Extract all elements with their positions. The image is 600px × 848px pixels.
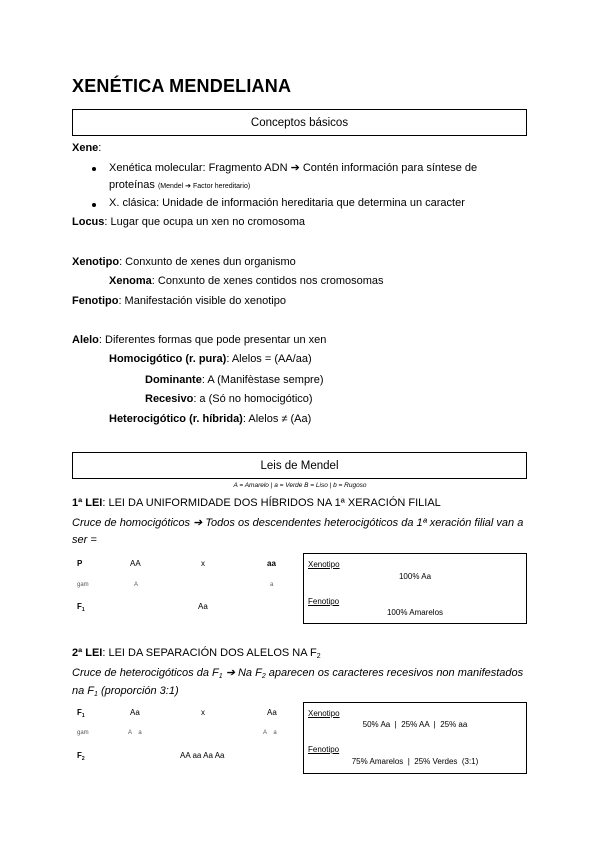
legend: A = Amarelo | a = Verde B = Liso | b = Rugoso xyxy=(233,482,367,489)
dominante-line xyxy=(145,374,324,386)
lei1-title xyxy=(72,497,441,509)
bullet-text-1a: Xenética molecular: Fragmento ADN ➔ Contén información para síntese de xyxy=(109,162,478,174)
lei2-title xyxy=(72,647,321,660)
lei2-desc-a xyxy=(72,666,523,680)
cross1-parent2: aa xyxy=(267,559,276,568)
alelo-line xyxy=(72,334,326,346)
fenotipo-text: : Manifestación visible do xenotipo xyxy=(118,295,286,307)
dominante-text: : A (Manifèstase sempre) xyxy=(201,374,324,386)
section-header-conceptos xyxy=(72,109,527,136)
locus-label: Locus xyxy=(72,216,105,228)
fenotipo-label: Fenotipo xyxy=(72,295,119,307)
lei1-desc-a: Cruce de homocigóticos ➔ Todos os descendentes heterocigóticos da 1ª xeración filial van a xyxy=(72,517,524,529)
lei2-desc-sub1: 1 xyxy=(218,673,223,680)
lei1-desc-b: ser = xyxy=(72,534,97,546)
recesivo-text: : a (Só no homocigótico) xyxy=(193,393,313,405)
xenoma-label: Xenoma xyxy=(109,275,152,287)
section-header-label: Conceptos básicos xyxy=(250,116,349,129)
alelo-label: Alelo xyxy=(72,334,99,346)
bullet-dot xyxy=(92,167,96,171)
homo-label: Homocigótico (r. pura) xyxy=(109,353,227,365)
xenotipo-label: Xenotipo xyxy=(72,256,120,268)
cross1-p: P xyxy=(77,559,83,568)
cross2-f-label: F xyxy=(77,708,82,717)
lei2-title-sub: 2 xyxy=(316,653,321,660)
bullet-dot xyxy=(92,203,96,207)
lei2-desc-b2: (proporción 3:1) xyxy=(97,685,179,697)
cross2-f2-label: F xyxy=(77,751,82,760)
cross2-f-sub: 1 xyxy=(81,713,85,719)
xenotipo-line xyxy=(72,256,296,268)
cross2-x: x xyxy=(201,708,205,717)
xene-colon: : xyxy=(98,142,102,154)
cross2-f2-sub: 2 xyxy=(81,756,85,762)
cross1-f-sub: 1 xyxy=(81,607,85,613)
homo-line xyxy=(109,353,312,365)
cross2-gametes1: A a xyxy=(128,730,142,736)
section-header-label: Leis de Mendel xyxy=(260,459,339,472)
bullet-text-1b xyxy=(109,179,250,191)
xene-line xyxy=(72,142,101,154)
box2-xenotipo-value: 50% Aa | 25% AA | 25% aa xyxy=(362,720,468,729)
lei2-desc-b xyxy=(72,685,179,698)
cross2-parent2: Aa xyxy=(267,708,277,717)
cross2-gametes2: A a xyxy=(263,730,277,736)
alelo-text: : Diferentes formas que pode presentar un xen xyxy=(98,334,327,346)
xenoma-text: : Conxunto de xenes contidos nos cromosomas xyxy=(151,275,384,287)
homo-text: : Alelos = (AA/aa) xyxy=(226,353,312,365)
box2-xenotipo-label: Xenotipo xyxy=(308,709,340,718)
hetero-text: : Alelos ≠ (Aa) xyxy=(242,413,312,425)
cross1-f1: Aa xyxy=(198,602,208,611)
hetero-label: Heterocigótico (r. híbrida) xyxy=(109,413,243,425)
cross2-f2-values: AA aa Aa Aa xyxy=(180,751,225,760)
lei2-desc-a1: Cruce de heterocigóticos da F xyxy=(72,667,219,679)
recesivo-line xyxy=(145,393,313,405)
cross1-gamete1: A xyxy=(134,582,139,588)
cross1-f-label: F xyxy=(77,602,82,611)
cross1-gam: gam xyxy=(77,582,89,588)
bullet-text-1b-main: proteínas xyxy=(109,179,155,191)
xene-label: Xene xyxy=(72,142,99,154)
lei1-title-text: : LEI DA UNIFORMIDADE DOS HÍBRIDOS NA 1ª XERACIÓN FILIAL xyxy=(102,497,441,509)
cross1-parent1: AA xyxy=(130,559,141,568)
page-title: XENÉTICA MENDELIANA xyxy=(72,76,292,96)
lei2-desc-b1: na F xyxy=(72,685,95,697)
cross1-x: x xyxy=(201,559,205,568)
box1-xenotipo-value: 100% Aa xyxy=(398,572,432,581)
cross1-f xyxy=(77,602,85,613)
section-header-leis xyxy=(72,452,527,479)
fenotipo-line xyxy=(72,295,286,307)
bullet-text-1b-note: (Mendel ➔ Factor hereditario) xyxy=(157,183,251,190)
box1-xenotipo-label: Xenotipo xyxy=(308,560,340,569)
cross2-parent1: Aa xyxy=(130,708,140,717)
bullet-text-2: X. clásica: Unidade de información hereditaria que determina un caracter xyxy=(109,197,465,209)
box1-fenotipo-value: 100% Amarelos xyxy=(386,608,444,617)
hetero-line xyxy=(109,413,311,425)
lei2-desc-a2: ➔ Na F xyxy=(222,667,262,679)
dominante-label: Dominante xyxy=(145,374,202,386)
cross2-f2 xyxy=(77,751,85,762)
lei2-desc-b-sub: 1 xyxy=(94,691,98,698)
locus-line xyxy=(72,216,305,228)
lei2-desc-sub2: 2 xyxy=(261,673,266,680)
lei2-desc-a3: aparecen os caracteres recesivos non manifestados xyxy=(265,667,524,679)
locus-text: : Lugar que ocupa un xen no cromosoma xyxy=(104,216,305,228)
cross2-gam: gam xyxy=(77,730,89,736)
box2-fenotipo-value: 75% Amarelos | 25% Verdes (3:1) xyxy=(351,757,479,766)
cross2-f xyxy=(77,708,85,719)
lei1-number: 1ª LEI xyxy=(72,497,103,509)
cross1-gamete2: a xyxy=(270,582,274,588)
box1-fenotipo-label: Fenotipo xyxy=(308,597,340,606)
recesivo-label: Recesivo xyxy=(145,393,194,405)
xenotipo-text: : Conxunto de xenes dun organismo xyxy=(119,256,296,268)
box2-fenotipo-label: Fenotipo xyxy=(308,745,340,754)
xenoma-line xyxy=(109,275,384,287)
lei2-title-text: : LEI DA SEPARACIÓN DOS ALELOS NA F xyxy=(102,647,317,659)
lei2-number: 2ª LEI xyxy=(72,647,103,659)
